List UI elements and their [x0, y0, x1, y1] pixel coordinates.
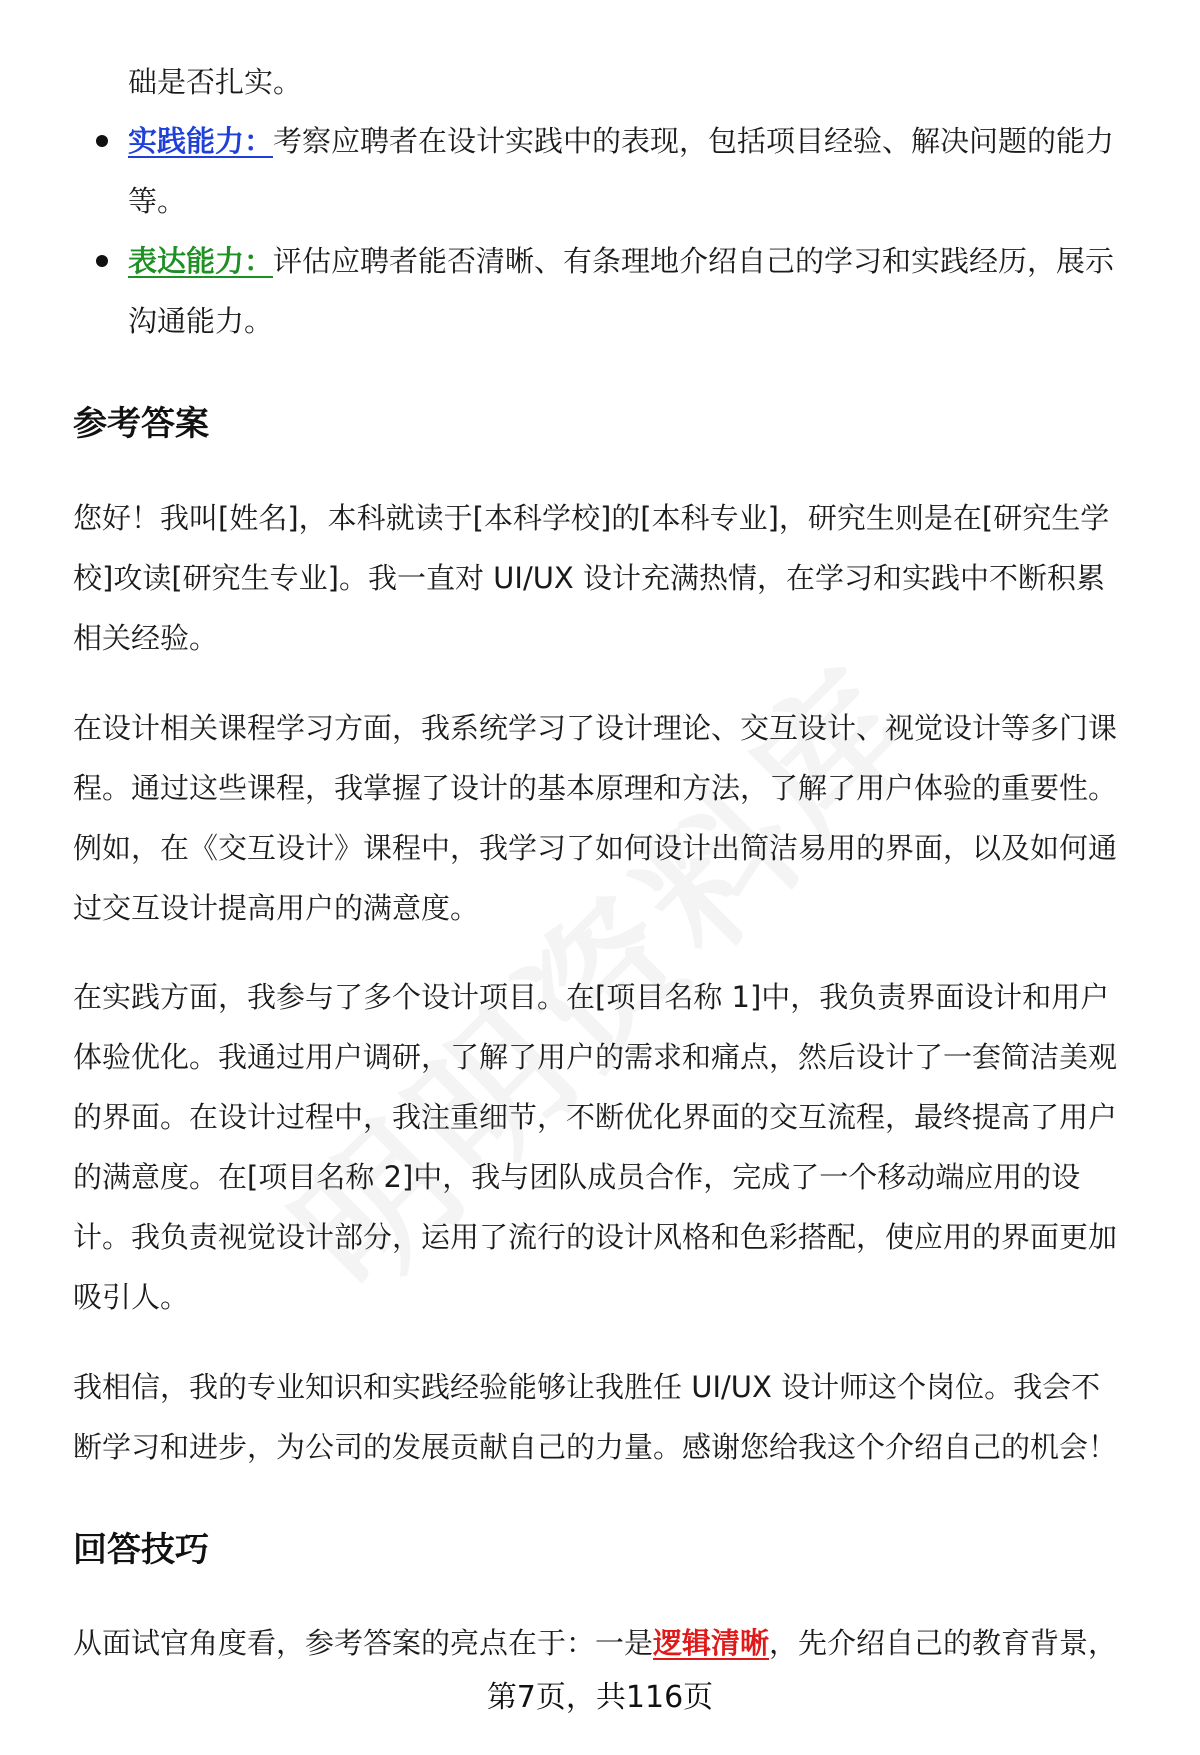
- paragraph-line: 体验优化。我通过用户调研，了解了用户的需求和痛点，然后设计了一套简洁美观: [73, 1040, 1118, 1074]
- tips-prefix: 从面试官角度看，参考答案的亮点在于：一是: [73, 1626, 654, 1660]
- bullet-text-practice: 考察应聘者在设计实践中的表现，包括项目经验、解决问题的能力: [273, 124, 1115, 158]
- section-heading-reference: 参考答案: [73, 404, 209, 444]
- bullet-item-practice: [128, 120, 1114, 162]
- paragraph-line: 相关经验。: [73, 621, 219, 655]
- tips-highlight: 逻辑清晰: [653, 1626, 770, 1660]
- paragraph-line: 在实践方面，我参与了多个设计项目。在[项目名称 1]中，我负责界面设计和用户: [73, 980, 1110, 1014]
- intro-continuation: 础是否扎实。: [128, 65, 303, 99]
- paragraph-line: 计。我负责视觉设计部分，运用了流行的设计风格和色彩搭配，使应用的界面更加: [73, 1220, 1118, 1254]
- bullet-dot: [96, 135, 108, 147]
- bullet-continuation-expression: 沟通能力。: [128, 304, 274, 338]
- bullet-dot: [96, 255, 108, 267]
- paragraph-line: 例如，在《交互设计》课程中，我学习了如何设计出简洁易用的界面，以及如何通: [73, 831, 1118, 865]
- paragraph-line: 过交互设计提高用户的满意度。: [73, 891, 480, 925]
- paragraph-line: 的界面。在设计过程中，我注重细节，不断优化界面的交互流程，最终提高了用户: [73, 1100, 1118, 1134]
- watermark: [150, 520, 1050, 1420]
- paragraph-line: 校]攻读[研究生专业]。我一直对 UI/UX 设计充满热情，在学习和实践中不断积累: [73, 561, 1106, 595]
- section-heading-tips: 回答技巧: [73, 1530, 209, 1570]
- paragraph-line: 程。通过这些课程，我掌握了设计的基本原理和方法，了解了用户体验的重要性。: [73, 771, 1118, 805]
- paragraph-line: 吸引人。: [73, 1280, 190, 1314]
- bullet-item-expression: [128, 240, 1114, 282]
- bullet-keyword-expression: 表达能力：: [128, 244, 274, 278]
- bullet-keyword-practice: 实践能力：: [128, 124, 274, 158]
- paragraph-line: 在设计相关课程学习方面，我系统学习了设计理论、交互设计、视觉设计等多门课: [73, 711, 1118, 745]
- paragraph-line: 您好！我叫[姓名]，本科就读于[本科学校]的[本科专业]，研究生则是在[研究生学: [73, 501, 1110, 535]
- paragraph-line: 我相信，我的专业知识和实践经验能够让我胜任 UI/UX 设计师这个岗位。我会不: [73, 1370, 1101, 1404]
- tips-suffix: ，先介绍自己的教育背景，: [769, 1626, 1118, 1660]
- paragraph-line: 断学习和进步，为公司的发展贡献自己的力量。感谢您给我这个介绍自己的机会！: [73, 1430, 1118, 1464]
- tips-line: [73, 1622, 1117, 1664]
- bullet-continuation-practice: 等。: [128, 184, 187, 218]
- paragraph-line: 的满意度。在[项目名称 2]中，我与团队成员合作，完成了一个移动端应用的设: [73, 1160, 1081, 1194]
- page-number: 第7页，共116页: [486, 1680, 714, 1715]
- bullet-text-expression: 评估应聘者能否清晰、有条理地介绍自己的学习和实践经历，展示: [273, 244, 1115, 278]
